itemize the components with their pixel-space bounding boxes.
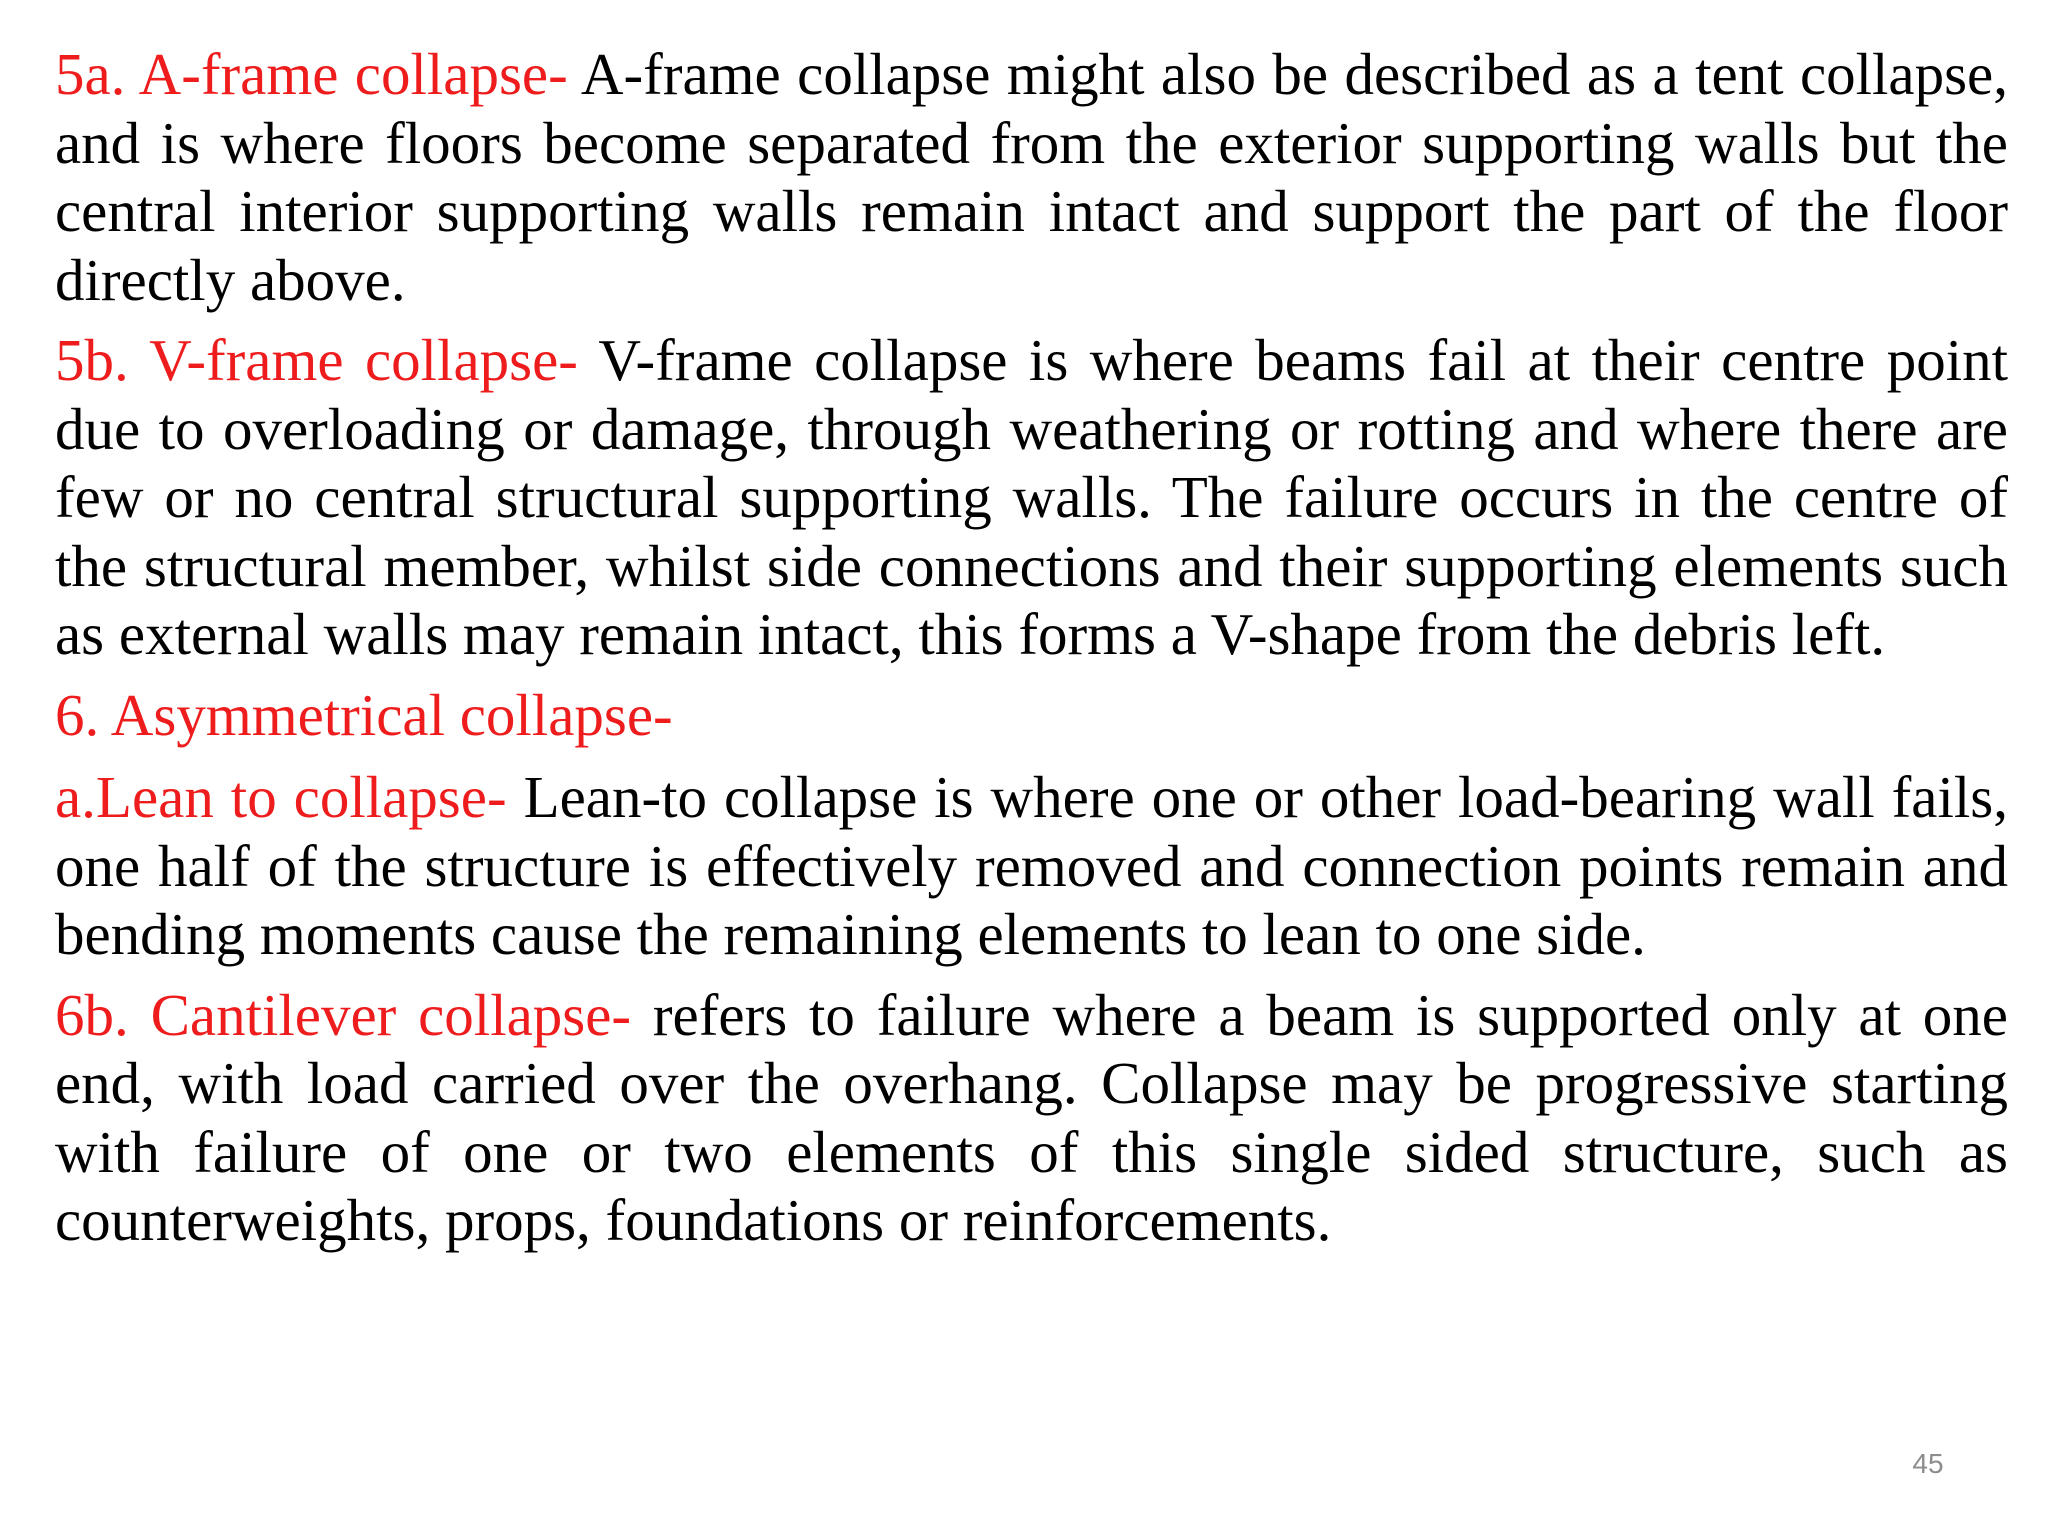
paragraph-a-frame-collapse <box>55 40 2008 314</box>
paragraph-v-frame-collapse <box>55 326 2008 669</box>
paragraph-lean-to-collapse <box>55 763 2008 969</box>
paragraph-label: a.Lean to collapse- <box>55 764 507 830</box>
page-number: 45 <box>1912 1448 1944 1479</box>
paragraph-text: V-frame collapse is where beams fail at their centre point due to overloading or damage, through weathering or rotting and where there are few or no central structural supporting walls. The failure occurs in the centre of the structural member, whilst side connections and their supporting elements such as external walls may remain intact, this forms a V-shape from the debris left. <box>55 327 2008 667</box>
paragraph-label: 5a. A-frame collapse- <box>55 41 568 107</box>
paragraph-label: 6b. Cantilever collapse- <box>55 981 632 1048</box>
paragraph-label: 6. Asymmetrical collapse- <box>55 681 673 748</box>
paragraph-text: refers to failure where a beam is supported only at one end, with load carried over the overhang. Collapse may be progressive starting with failure of one or two elements of this single sided structure, such as counterweights, props, foundations or reinforcements. <box>55 981 2008 1253</box>
paragraph-label: 5b. V-frame collapse- <box>55 327 578 393</box>
paragraph-cantilever-collapse <box>55 981 2008 1255</box>
paragraph-text: A-frame collapse might also be described as a tent collapse, and is where floors become separated from the exterior supporting walls but the central interior supporting walls remain intact and support the part of the floor directly above. <box>55 41 2008 313</box>
paragraph-asymmetrical-collapse <box>55 681 2008 750</box>
paragraph-text: Lean-to collapse is where one or other load-bearing wall fails, one half of the structure is effectively removed and connection points remain and bending moments cause the remaining elements to lean to one side. <box>55 764 2008 967</box>
slide-body <box>55 40 2008 1267</box>
